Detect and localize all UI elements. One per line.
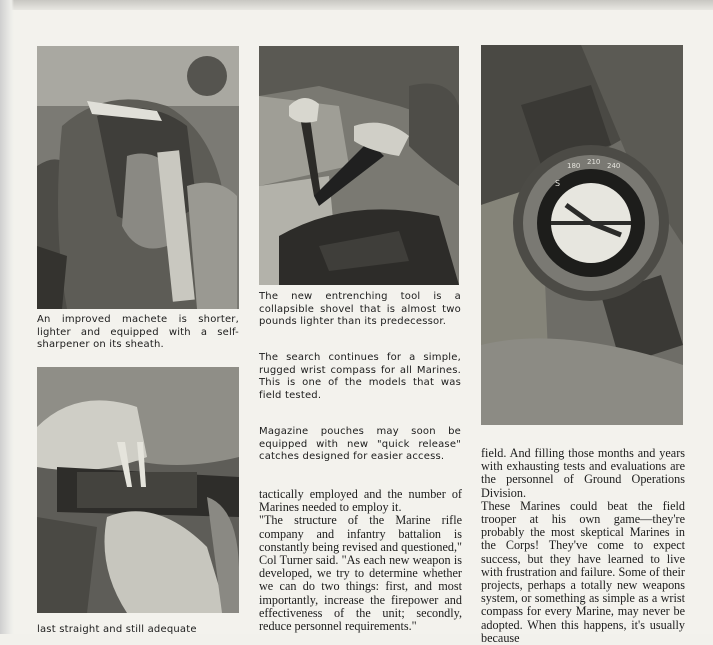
compass-mark-210: 210: [587, 158, 601, 166]
entrenching-tool-caption: The new entrenching tool is a collapsible shovel that is almost two pounds lighter than its predecessor.: [259, 291, 461, 328]
article-right-column: [481, 446, 685, 645]
article-right-text: field. And filling those months and years with exhausting tests and evaluations are the personnel of Ground Operations Division. These Marines could beat the field trooper at his own game—they're probably the most skeptical Marines in the Corps! They've come to expect success, but they have learned to live with frustration and failure. Some of their projects, perhaps a totally new weapons system, or something as simple as a wrist compass for every Marine, may never be adopted. When this happens, it's usually because: [481, 446, 685, 645]
machete-caption: An improved machete is shorter, lighter and equipped with a self-sharpener on its sheath.: [37, 314, 239, 351]
entrenching-tool-photo: [259, 46, 459, 285]
magazine-pouch-photo: [37, 367, 239, 613]
page-spine-shadow: [0, 0, 14, 634]
page-top-edge: [0, 0, 713, 10]
compass-mark-180: 180: [567, 162, 581, 170]
pouches-caption: Magazine pouches may soon be equipped with new "quick release" catches designed for easier access.: [259, 426, 461, 463]
compass-mark-240: 240: [607, 162, 621, 170]
compass-caption: The search continues for a simple, rugged wrist compass for all Marines. This is one of the models that was field tested.: [259, 352, 461, 401]
article-middle-column: [259, 488, 462, 634]
article-middle-text: tactically employed and the number of Marines needed to employ it. "The structure of the Marine rifle company and infantry battalion is constantly being revised and questioned," Col Turner said. "As each new weapon is developed, we try to determine whether we can do two things: first, and most importantly, increase the firepower and effectiveness of the unit; secondly, reduce personnel requirements.": [259, 487, 462, 634]
compass-mark-s: S: [555, 179, 561, 188]
machete-photo: [37, 46, 239, 309]
wrist-compass-photo: [481, 45, 683, 425]
bottom-left-fragment: last straight and still adequate: [37, 624, 197, 635]
